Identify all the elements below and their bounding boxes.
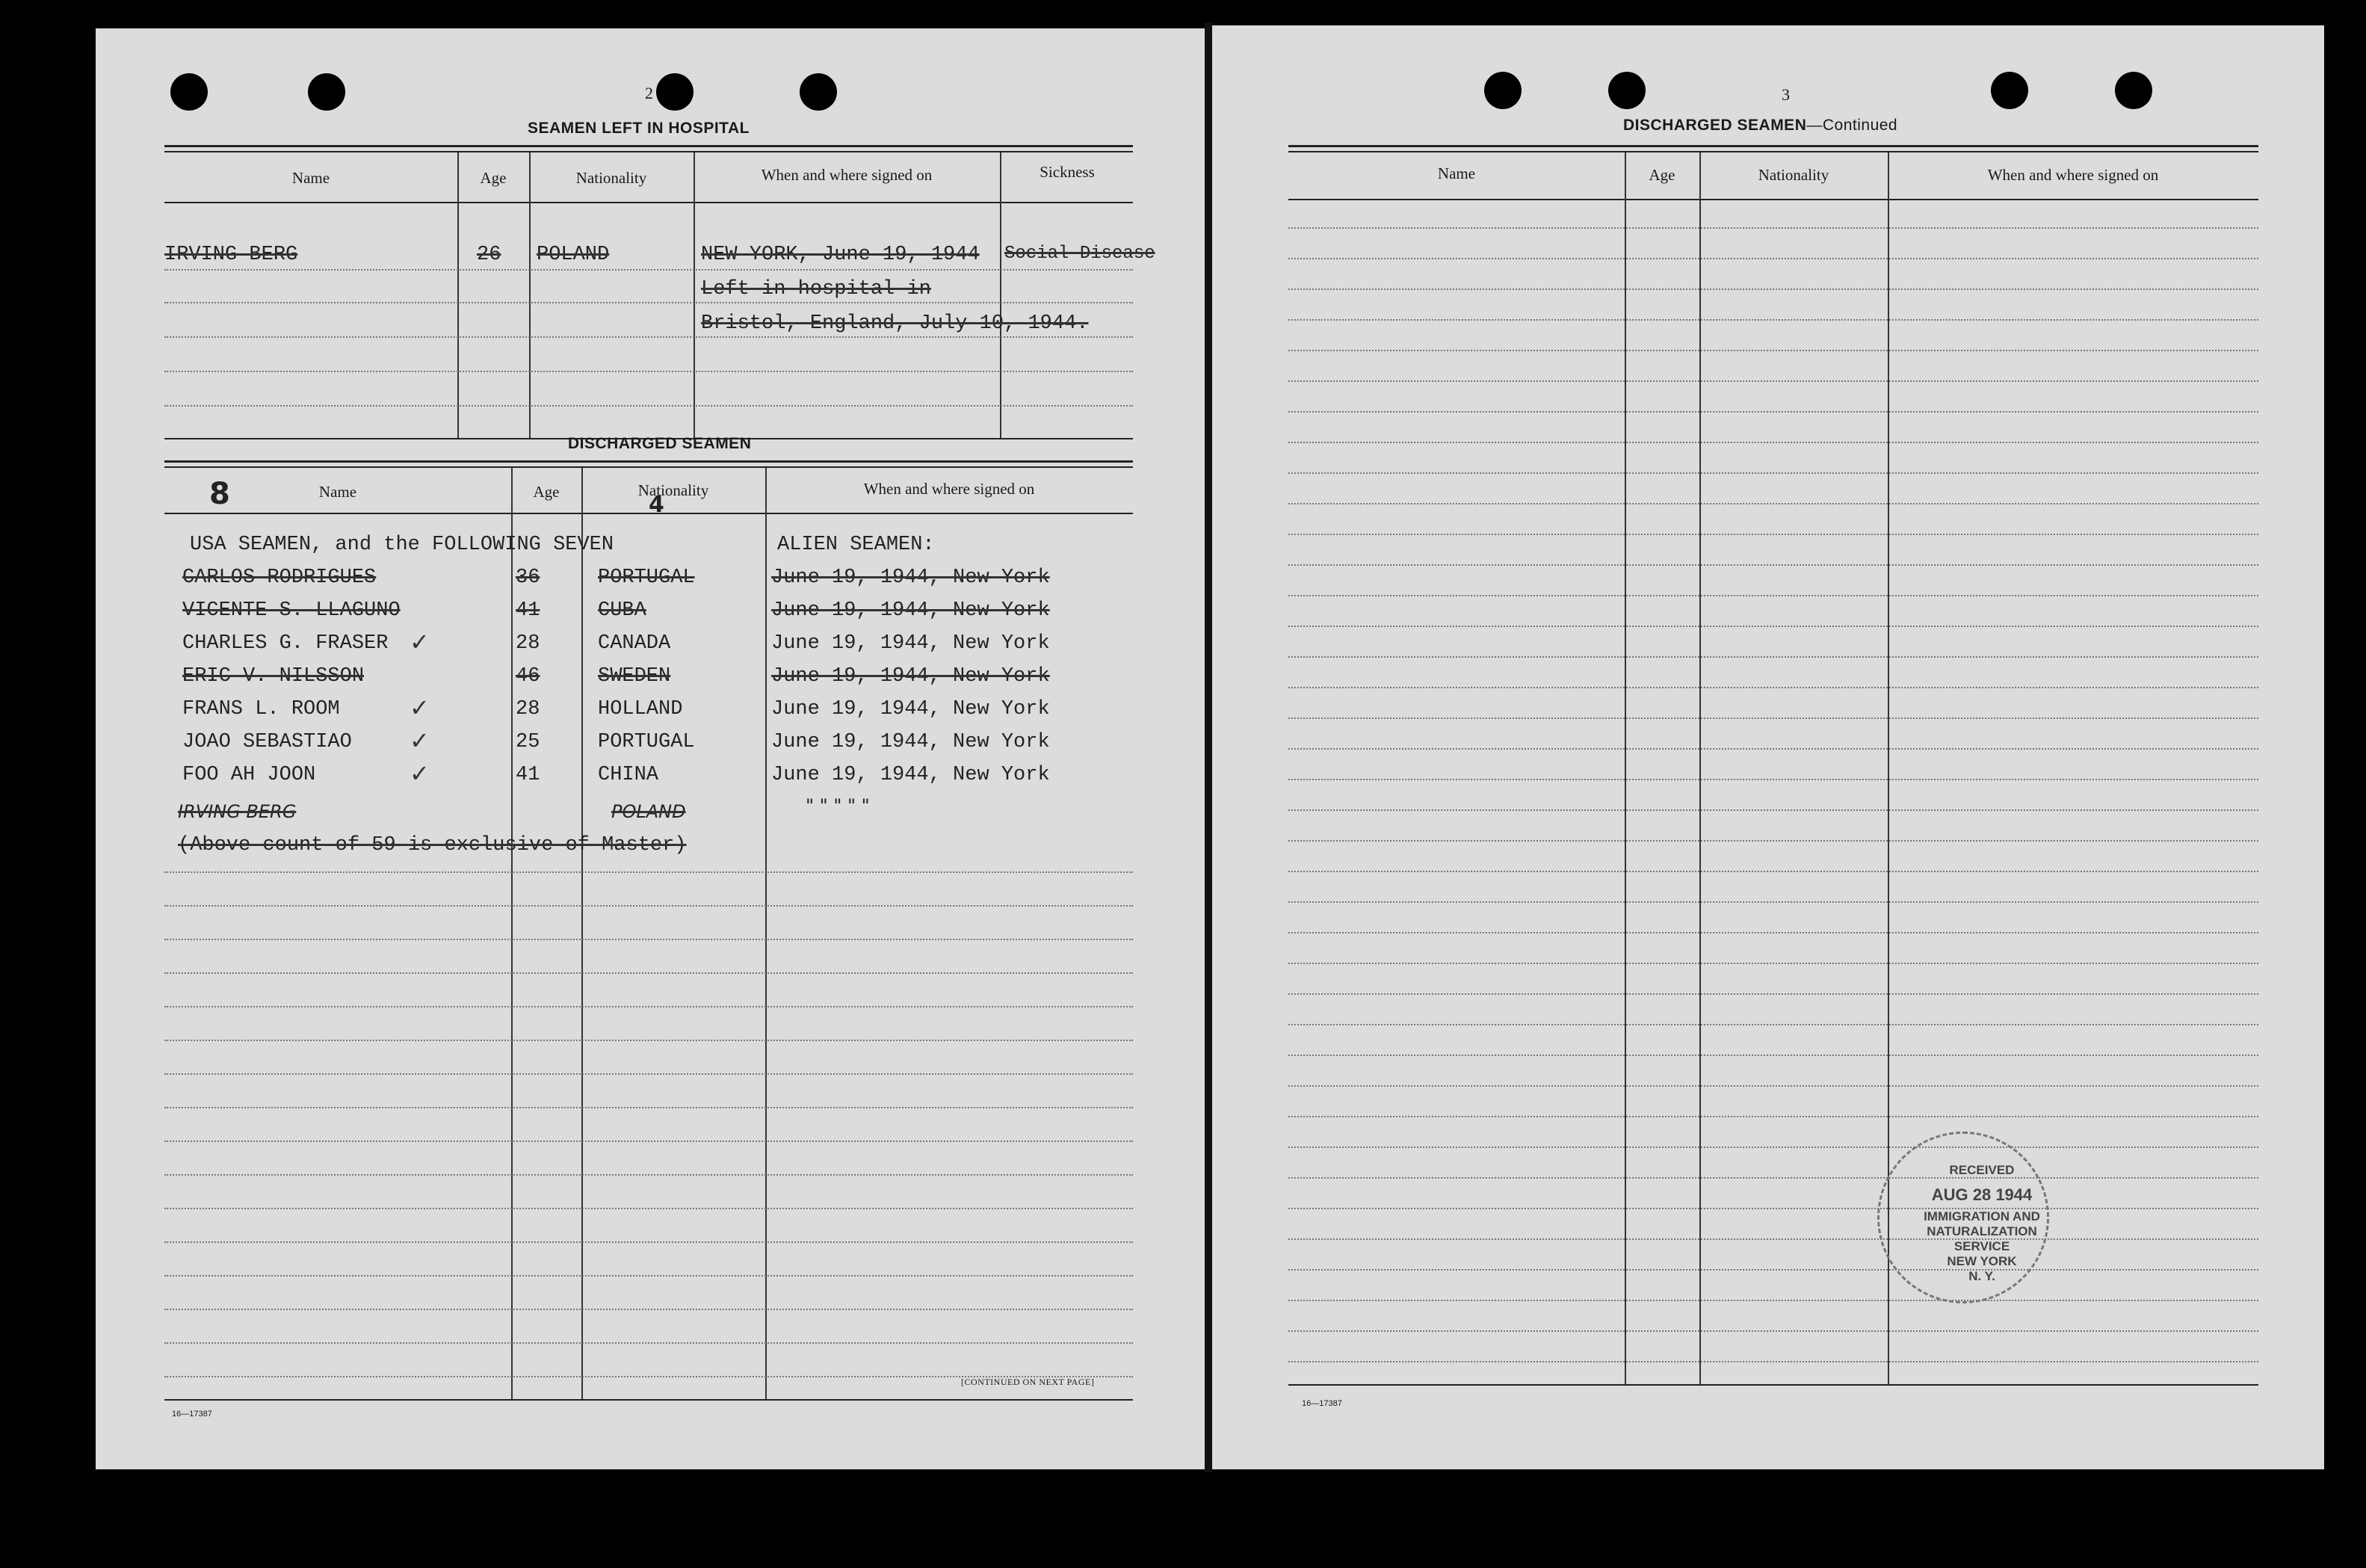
seaman-nationality: SWEDEN bbox=[598, 665, 671, 688]
ruled-line bbox=[1288, 1361, 2258, 1362]
ruled-line bbox=[1288, 932, 2258, 933]
ruled-line bbox=[164, 336, 1133, 338]
ruled-line bbox=[164, 302, 1133, 303]
seaman-signed-on: June 19, 1944, New York bbox=[771, 567, 1050, 589]
table-rule bbox=[164, 460, 1133, 463]
ruled-line bbox=[164, 1241, 1133, 1243]
ruled-line bbox=[1288, 595, 2258, 596]
ruled-line bbox=[1288, 258, 2258, 259]
seaman-signed-on: June 19, 1944, New York bbox=[771, 731, 1050, 753]
ruled-line bbox=[164, 1275, 1133, 1277]
table-rule bbox=[1288, 199, 2258, 200]
handwritten-count: 4 bbox=[649, 492, 664, 518]
punch-hole bbox=[170, 73, 208, 111]
table-rule bbox=[164, 1399, 1133, 1401]
table-rule bbox=[164, 466, 1133, 468]
ruled-line bbox=[164, 905, 1133, 907]
ruled-line bbox=[1288, 380, 2258, 382]
column-divider bbox=[1625, 152, 1626, 1386]
hospital-note-line2: Bristol, England, July 10, 1944. bbox=[701, 312, 1089, 335]
discharged-section-title: DISCHARGED SEAMEN bbox=[568, 435, 752, 452]
stamp-text: RECEIVED bbox=[1949, 1163, 2015, 1177]
ruled-line bbox=[1288, 748, 2258, 750]
ruled-line bbox=[164, 269, 1133, 271]
column-header-nationality: Nationality bbox=[637, 481, 709, 499]
column-header-age: Age bbox=[480, 169, 507, 187]
left-page bbox=[96, 28, 1205, 1469]
hospital-name: IRVING BERG bbox=[164, 244, 298, 266]
ruled-line bbox=[164, 405, 1133, 407]
hospital-section-title: SEAMEN LEFT IN HOSPITAL bbox=[528, 120, 750, 137]
right-page bbox=[1212, 25, 2324, 1469]
title-bold: DISCHARGED SEAMEN bbox=[1623, 117, 1807, 134]
ruled-line bbox=[1288, 1055, 2258, 1056]
stamp-date: AUG 28 1944 bbox=[1931, 1185, 2033, 1204]
punch-hole bbox=[2115, 72, 2152, 109]
seaman-age: 46 bbox=[516, 665, 540, 688]
ruled-line bbox=[1288, 1116, 2258, 1117]
column-header-age: Age bbox=[533, 483, 560, 501]
column-divider bbox=[511, 468, 513, 1401]
ruled-line bbox=[164, 1342, 1133, 1344]
punch-hole bbox=[800, 73, 837, 111]
column-header-nationality: Nationality bbox=[575, 169, 647, 187]
column-divider bbox=[765, 468, 767, 1401]
ruled-line bbox=[1288, 350, 2258, 351]
column-header-signed-on: When and where signed on bbox=[761, 166, 933, 184]
ruled-line bbox=[1288, 442, 2258, 443]
ruled-line bbox=[1288, 901, 2258, 903]
column-divider bbox=[529, 152, 531, 439]
seaman-name: JOAO SEBASTIAO bbox=[182, 731, 352, 753]
continued-note: [CONTINUED ON NEXT PAGE] bbox=[961, 1377, 1095, 1387]
discharged-intro: USA SEAMEN, and the FOLLOWING SEVEN bbox=[190, 534, 614, 556]
table-rule bbox=[164, 202, 1133, 203]
ruled-line bbox=[1288, 227, 2258, 229]
column-header-signed-on: When and where signed on bbox=[863, 480, 1035, 498]
ruled-line bbox=[1288, 319, 2258, 321]
hospital-signed-on: NEW YORK, June 19, 1944 bbox=[701, 244, 980, 266]
ruled-line bbox=[1288, 963, 2258, 964]
seaman-signed-on: June 19, 1944, New York bbox=[771, 698, 1050, 720]
ruled-line bbox=[1288, 656, 2258, 658]
check-mark: ✓ bbox=[410, 726, 430, 755]
ruled-line bbox=[1288, 1024, 2258, 1025]
stamp-text: NEW YORK bbox=[1947, 1254, 2017, 1268]
ruled-line bbox=[164, 1107, 1133, 1108]
table-rule bbox=[1288, 145, 2258, 147]
stamp-text: SERVICE bbox=[1953, 1239, 2010, 1253]
ditto-marks: " " " " " bbox=[806, 795, 870, 816]
ruled-line bbox=[1288, 1330, 2258, 1332]
page-number: 3 bbox=[1782, 85, 1790, 104]
book-spine bbox=[1205, 22, 1212, 1472]
seaman-name: CHARLES G. FRASER bbox=[182, 632, 389, 655]
ruled-line bbox=[1288, 472, 2258, 474]
ruled-line bbox=[1288, 1085, 2258, 1087]
discharged-continued-title bbox=[1623, 117, 1897, 135]
handwritten-nationality: POLAND bbox=[611, 801, 686, 822]
punch-hole bbox=[656, 73, 694, 111]
column-header-name: Name bbox=[291, 169, 330, 187]
ruled-line bbox=[1288, 1300, 2258, 1301]
ruled-line bbox=[1288, 1146, 2258, 1148]
ruled-line bbox=[1288, 809, 2258, 811]
ruled-line bbox=[164, 939, 1133, 940]
ruled-line bbox=[1288, 1208, 2258, 1209]
ruled-line bbox=[1288, 564, 2258, 566]
hospital-nationality: POLAND bbox=[537, 244, 610, 266]
seaman-nationality: PORTUGAL bbox=[598, 731, 695, 753]
seaman-nationality: CHINA bbox=[598, 764, 659, 786]
ruled-line bbox=[1288, 840, 2258, 842]
title-continued: —Continued bbox=[1806, 117, 1898, 134]
ruled-line bbox=[164, 1073, 1133, 1075]
hospital-sickness: Social Disease bbox=[1004, 244, 1155, 264]
hospital-note-line1: Left in hospital in bbox=[701, 278, 931, 300]
stamp-text: N. Y. bbox=[1968, 1269, 1995, 1283]
ruled-line bbox=[1288, 1238, 2258, 1240]
table-rule bbox=[1288, 1384, 2258, 1386]
seaman-age: 28 bbox=[516, 698, 540, 720]
punch-hole bbox=[1484, 72, 1522, 109]
check-mark: ✓ bbox=[410, 694, 430, 722]
table-rule bbox=[164, 151, 1133, 152]
form-number: 16—17387 bbox=[1302, 1399, 1342, 1408]
seaman-name: FOO AH JOON bbox=[182, 764, 316, 786]
column-header-name: Name bbox=[318, 483, 357, 501]
seaman-age: 25 bbox=[516, 731, 540, 753]
form-number: 16—17387 bbox=[172, 1410, 212, 1419]
column-header-nationality: Nationality bbox=[1758, 166, 1829, 184]
ruled-line bbox=[1288, 687, 2258, 688]
page-number: 2 bbox=[645, 84, 653, 102]
seaman-age: 36 bbox=[516, 567, 540, 589]
ruled-line bbox=[1288, 993, 2258, 995]
ruled-line bbox=[164, 1040, 1133, 1041]
ruled-line bbox=[1288, 871, 2258, 872]
seaman-nationality: HOLLAND bbox=[598, 698, 683, 720]
seaman-name: ERIC V. NILSSON bbox=[182, 665, 365, 688]
table-rule bbox=[1288, 151, 2258, 152]
column-divider bbox=[1000, 152, 1001, 439]
punch-hole bbox=[1608, 72, 1646, 109]
column-divider bbox=[457, 152, 459, 439]
seaman-age: 28 bbox=[516, 632, 540, 655]
received-stamp bbox=[1877, 1132, 2101, 1303]
ruled-line bbox=[1288, 717, 2258, 719]
ruled-line bbox=[1288, 1269, 2258, 1271]
seaman-name: FRANS L. ROOM bbox=[182, 698, 340, 720]
discharged-intro-end: ALIEN SEAMEN: bbox=[777, 534, 935, 556]
ruled-line bbox=[1288, 534, 2258, 535]
column-divider bbox=[581, 468, 583, 1401]
ruled-line bbox=[164, 871, 1133, 873]
column-divider bbox=[694, 152, 695, 439]
seaman-signed-on: June 19, 1944, New York bbox=[771, 599, 1050, 622]
ruled-line bbox=[1288, 411, 2258, 413]
ruled-line bbox=[164, 1309, 1133, 1310]
stamp-text: IMMIGRATION AND bbox=[1924, 1209, 2040, 1223]
punch-hole bbox=[308, 73, 345, 111]
table-rule bbox=[164, 145, 1133, 147]
ruled-line bbox=[164, 1208, 1133, 1209]
seaman-name: VICENTE S. LLAGUNO bbox=[182, 599, 401, 622]
ruled-line bbox=[1288, 1177, 2258, 1179]
column-divider bbox=[1699, 152, 1701, 1386]
ruled-line bbox=[1288, 779, 2258, 780]
seaman-age: 41 bbox=[516, 764, 540, 786]
handwritten-count: 8 bbox=[209, 477, 230, 511]
seaman-age: 41 bbox=[516, 599, 540, 622]
column-header-age: Age bbox=[1649, 166, 1675, 184]
seaman-nationality: CANADA bbox=[598, 632, 671, 655]
punch-hole bbox=[1991, 72, 2028, 109]
discharged-footnote: (Above count of 59 is exclusive of Master) bbox=[178, 834, 687, 856]
seaman-signed-on: June 19, 1944, New York bbox=[771, 665, 1050, 688]
handwritten-name: IRVING BERG bbox=[178, 801, 297, 822]
ruled-line bbox=[1288, 288, 2258, 290]
ruled-line bbox=[164, 1140, 1133, 1142]
column-header-signed-on: When and where signed on bbox=[1987, 166, 2159, 184]
ruled-line bbox=[164, 972, 1133, 974]
ruled-line bbox=[164, 371, 1133, 372]
ruled-line bbox=[164, 1174, 1133, 1176]
ruled-line bbox=[1288, 626, 2258, 627]
seaman-nationality: CUBA bbox=[598, 599, 646, 622]
hospital-age: 26 bbox=[477, 244, 501, 266]
seaman-nationality: PORTUGAL bbox=[598, 567, 695, 589]
seaman-name: CARLOS RODRIGUES bbox=[182, 567, 377, 589]
ruled-line bbox=[164, 1006, 1133, 1007]
column-header-name: Name bbox=[1437, 164, 1476, 182]
stamp-text: NATURALIZATION bbox=[1927, 1224, 2037, 1238]
column-header-sickness: Sickness bbox=[1040, 163, 1095, 181]
check-mark: ✓ bbox=[410, 759, 430, 788]
seaman-signed-on: June 19, 1944, New York bbox=[771, 764, 1050, 786]
check-mark: ✓ bbox=[410, 628, 430, 656]
ruled-line bbox=[1288, 503, 2258, 504]
seaman-signed-on: June 19, 1944, New York bbox=[771, 632, 1050, 655]
